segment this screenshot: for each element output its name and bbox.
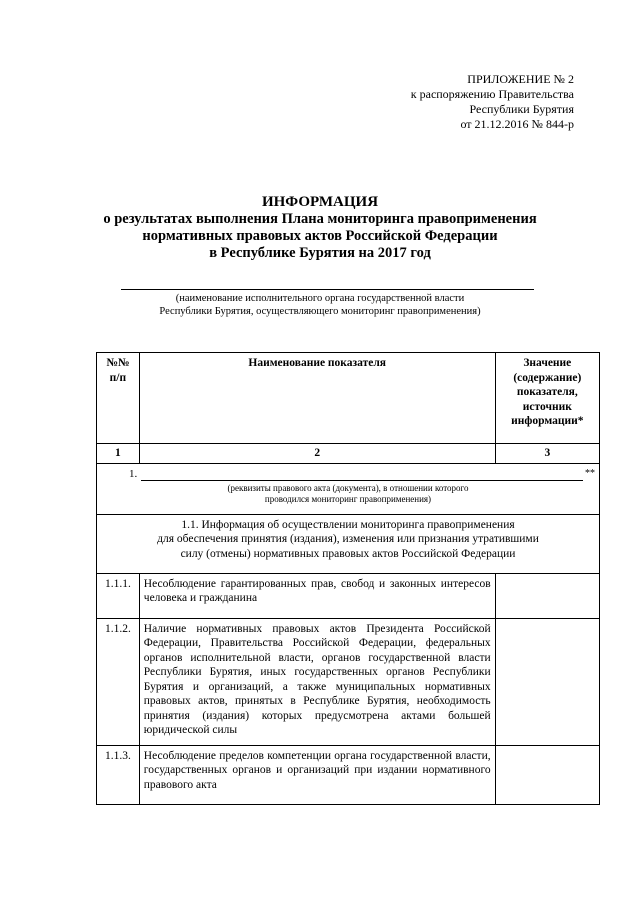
- table-header-row: [97, 353, 600, 444]
- approval-line: к распоряжению Правительства: [410, 87, 574, 101]
- title-line-4: в Республике Бурятия на 2017 год: [209, 245, 431, 261]
- authority-note-line-2: Республики Бурятия, осуществляющего мониторинг правоприменения): [159, 306, 481, 317]
- row-value-cell[interactable]: [495, 618, 599, 745]
- header-indicator-name: Наименование показателя: [139, 353, 495, 444]
- column-number-3: 3: [495, 444, 599, 464]
- title-line-3: нормативных правовых актов Российской Федерации: [142, 228, 498, 244]
- appendix-number: ПРИЛОЖЕНИЕ № 2: [467, 72, 574, 86]
- table-row: [97, 573, 600, 618]
- legal-act-blank[interactable]: [141, 468, 583, 481]
- row-indicator: Несоблюдение пределов компетенции органа государственной власти, государственных органов и организаций при издании нормативного правового акта: [139, 745, 495, 804]
- section-line-3: силу (отмены) нормативных правовых актов Российской Федерации: [180, 547, 516, 560]
- information-table: [96, 352, 600, 805]
- row-number: 1.1.1.: [97, 573, 140, 618]
- legal-act-note: [101, 483, 595, 505]
- title-line-2: о результатах выполнения Плана мониторинга правоприменения: [103, 211, 537, 227]
- legal-act-row: [97, 463, 600, 514]
- legal-act-cell: [97, 463, 600, 514]
- row-number: 1.1.2.: [97, 618, 140, 745]
- row-value-cell[interactable]: [495, 573, 599, 618]
- authority-note: [0, 292, 640, 318]
- legal-act-note-line-2: проводился мониторинг правоприменения): [264, 494, 432, 504]
- document-title: [0, 194, 640, 262]
- row-indicator: Несоблюдение гарантированных прав, свобод и законных интересов человека и гражданина: [139, 573, 495, 618]
- table-row: [97, 745, 600, 804]
- row-indicator: Наличие нормативных правовых актов Президента Российской Федерации, Правительства Российской Федерации, федеральных органов исполнительной власти, органов государственной власти Республики Бурятия, иных государственных органов Республики Бурятия и организаций, а также муниципальных нормативных правовых актов, принятых в Республике Бурятия, необходимость принятия (издания) которых предусмотрена актами большей юридической силы: [139, 618, 495, 745]
- column-numbers-row: [97, 444, 600, 464]
- legal-act-note-line-1: (реквизиты правового акта (документа), в отношении которого: [227, 483, 469, 493]
- header-value: Значение (содержание) показателя, источник информации*: [495, 353, 599, 444]
- section-row: [97, 514, 600, 573]
- row-number: 1.1.3.: [97, 745, 140, 804]
- table-row: [97, 618, 600, 745]
- row-value-cell[interactable]: [495, 745, 599, 804]
- title-heading: ИНФОРМАЦИЯ: [261, 194, 379, 210]
- footnote-mark: **: [585, 467, 595, 479]
- approval-date: от 21.12.2016 № 844-р: [460, 117, 574, 131]
- column-number-1: 1: [97, 444, 140, 464]
- section-line-1: 1.1. Информация об осуществлении мониторинга правоприменения: [181, 518, 515, 531]
- section-heading: [97, 514, 600, 573]
- authority-note-line-1: (наименование исполнительного органа государственной власти: [175, 293, 465, 304]
- approval-region: Республики Бурятия: [469, 102, 574, 116]
- legal-act-number: 1.: [129, 467, 138, 480]
- approval-header: [411, 72, 574, 132]
- column-number-2: 2: [139, 444, 495, 464]
- authority-blank-line: [121, 289, 534, 290]
- section-line-2: для обеспечения принятия (издания), изменения или признания утратившими: [157, 533, 539, 545]
- header-number: №№ п/п: [97, 353, 140, 444]
